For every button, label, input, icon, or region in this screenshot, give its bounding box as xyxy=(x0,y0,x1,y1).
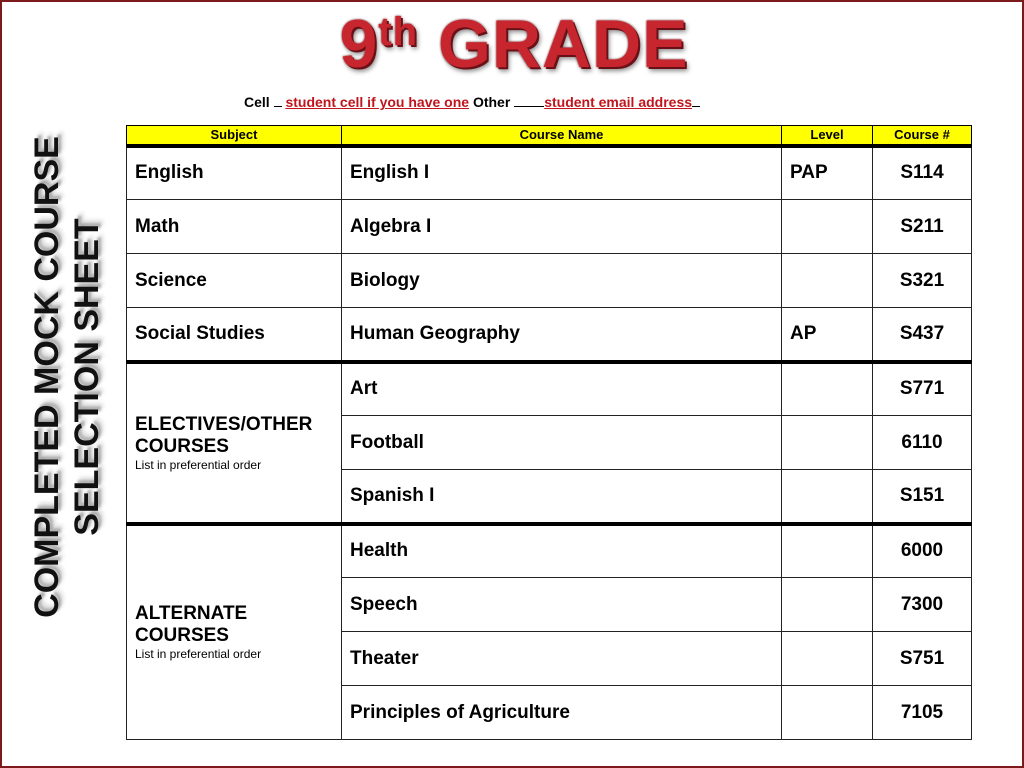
course-number-cell: S437 xyxy=(873,308,972,362)
level-cell xyxy=(782,254,873,308)
level-cell xyxy=(782,686,873,740)
header-course-number: Course # xyxy=(873,126,972,146)
cell-value: student cell if you have one xyxy=(285,94,470,110)
electives-note: List in preferential order xyxy=(135,457,262,472)
level-cell xyxy=(782,362,873,416)
course-cell: Art xyxy=(342,362,782,416)
side-label xyxy=(27,92,107,662)
level-cell xyxy=(782,578,873,632)
course-number-cell: S151 xyxy=(873,470,972,524)
subject-cell: Math xyxy=(127,200,342,254)
title-grade: GRADE xyxy=(437,6,689,82)
course-number-cell: 6000 xyxy=(873,524,972,578)
contact-line xyxy=(244,94,700,110)
course-number-cell: 7300 xyxy=(873,578,972,632)
level-cell xyxy=(782,200,873,254)
header-level: Level xyxy=(782,126,873,146)
subject-cell: Social Studies xyxy=(127,308,342,362)
level-cell xyxy=(782,416,873,470)
cell-label: Cell xyxy=(244,94,270,110)
level-cell: AP xyxy=(782,308,873,362)
title-number: 9 xyxy=(339,6,379,82)
alternates-note: List in preferential order xyxy=(135,647,262,662)
course-cell: Speech xyxy=(342,578,782,632)
other-blank-end xyxy=(692,106,700,107)
course-number-cell: 6110 xyxy=(873,416,972,470)
course-cell: Biology xyxy=(342,254,782,308)
course-selection-table xyxy=(126,125,972,740)
alternates-group-label xyxy=(127,524,342,740)
other-blank xyxy=(514,106,544,107)
level-cell xyxy=(782,470,873,524)
level-cell: PAP xyxy=(782,146,873,200)
table-row xyxy=(127,524,972,578)
course-cell: Spanish I xyxy=(342,470,782,524)
table-header-row xyxy=(127,126,972,146)
table-row xyxy=(127,254,972,308)
course-cell: Human Geography xyxy=(342,308,782,362)
electives-group-label xyxy=(127,362,342,524)
table-row xyxy=(127,362,972,416)
other-value: student email address xyxy=(544,94,693,110)
course-number-cell: S771 xyxy=(873,362,972,416)
course-cell: Theater xyxy=(342,632,782,686)
electives-label: ELECTIVES/OTHER COURSES xyxy=(135,413,313,457)
course-number-cell: S114 xyxy=(873,146,972,200)
course-cell: Principles of Agriculture xyxy=(342,686,782,740)
other-label: Other xyxy=(472,94,511,110)
course-number-cell: S211 xyxy=(873,200,972,254)
course-number-cell: S321 xyxy=(873,254,972,308)
course-cell: English I xyxy=(342,146,782,200)
subject-cell: English xyxy=(127,146,342,200)
level-cell xyxy=(782,632,873,686)
header-subject: Subject xyxy=(127,126,342,146)
course-cell: Football xyxy=(342,416,782,470)
title-superscript: th xyxy=(378,10,419,54)
cell-blank xyxy=(274,106,282,107)
course-cell: Algebra I xyxy=(342,200,782,254)
level-cell xyxy=(782,524,873,578)
course-number-cell: S751 xyxy=(873,632,972,686)
table-row xyxy=(127,146,972,200)
side-label-line1: COMPLETED MOCK COURSE xyxy=(28,136,66,618)
alternates-label: ALTERNATE COURSES xyxy=(135,603,248,647)
course-number-cell: 7105 xyxy=(873,686,972,740)
side-label-line2: SELECTION SHEET xyxy=(68,218,106,536)
table-row xyxy=(127,308,972,362)
subject-cell: Science xyxy=(127,254,342,308)
header-course-name: Course Name xyxy=(342,126,782,146)
page-title xyxy=(2,8,1024,80)
course-cell: Health xyxy=(342,524,782,578)
table-row xyxy=(127,200,972,254)
side-label-container xyxy=(12,92,122,662)
